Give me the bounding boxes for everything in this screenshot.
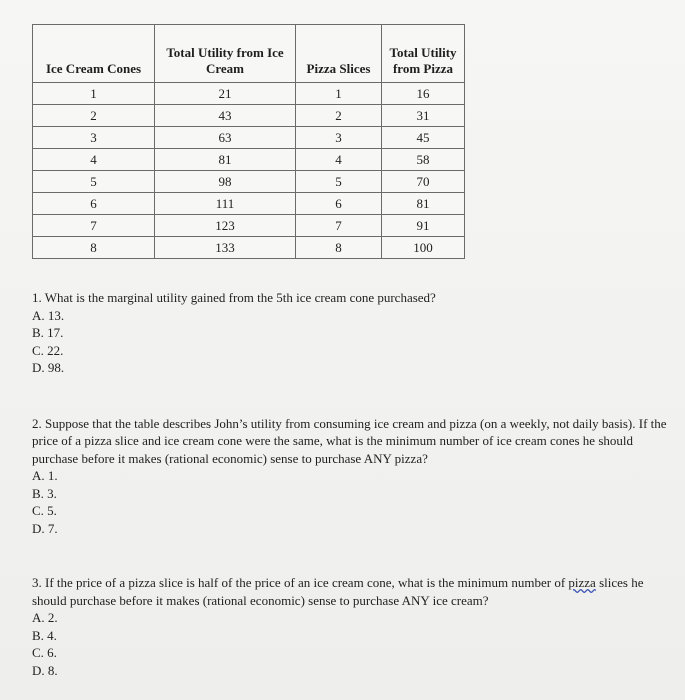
table-row — [33, 83, 465, 105]
question-1-option-a: A. 13. — [32, 307, 65, 323]
question-3-text — [32, 574, 672, 609]
table-cell: 21 — [155, 83, 296, 105]
table-cell: 6 — [296, 193, 382, 215]
table-cell: 100 — [382, 237, 465, 259]
table-cell: 2 — [296, 105, 382, 127]
question-3-text-part1: 3. If the price of a pizza slice is half of the price of an ice cream cone, what is the minimum number of — [32, 575, 569, 590]
question-1-option-c: C. 22. — [32, 342, 64, 358]
table-cell: 3 — [296, 127, 382, 149]
table-cell: 7 — [33, 215, 155, 237]
table-cell: 8 — [33, 237, 155, 259]
table-cell: 1 — [296, 83, 382, 105]
question-2 — [32, 415, 672, 538]
table-cell: 7 — [296, 215, 382, 237]
table-cell: 81 — [382, 193, 465, 215]
table-row — [33, 237, 465, 259]
question-3-option-b: B. 4. — [32, 627, 57, 643]
table-cell: 43 — [155, 105, 296, 127]
question-3-option-c: C. 6. — [32, 645, 57, 660]
table-cell: 2 — [33, 105, 155, 127]
question-2-option-b: B. 3. — [32, 485, 57, 501]
table-cell: 123 — [155, 215, 296, 237]
table-cell: 4 — [33, 149, 155, 171]
table-row — [33, 215, 465, 237]
table-cell: 5 — [33, 171, 155, 193]
table-cell: 6 — [33, 193, 155, 215]
utility-table — [32, 24, 465, 259]
question-1-option-b: B. 17. — [32, 325, 64, 340]
header-total-utility-pizza: Total Utility from Pizza — [382, 25, 465, 83]
table-cell: 81 — [155, 149, 296, 171]
table-cell: 133 — [155, 237, 296, 259]
table-cell: 45 — [382, 127, 465, 149]
table-cell: 5 — [296, 171, 382, 193]
question-1 — [32, 289, 672, 377]
table-cell: 4 — [296, 149, 382, 171]
header-ice-cream-cones: Ice Cream Cones — [33, 25, 155, 83]
question-3-option-a: A. 2. — [32, 610, 58, 625]
table-cell: 31 — [382, 105, 465, 127]
question-2-option-c: C. 5. — [32, 503, 57, 518]
question-3-text-part2: slices he should purchase before it makes (rational economic) sense to purchase ANY ice cream? — [32, 575, 644, 608]
table-cell: 91 — [382, 215, 465, 237]
question-3-text-underlined: pizza — [568, 575, 596, 590]
questions-section — [32, 289, 672, 679]
question-3 — [32, 574, 672, 679]
table-cell: 98 — [155, 171, 296, 193]
table-cell: 58 — [382, 149, 465, 171]
header-total-utility-ice-cream: Total Utility from Ice Cream — [155, 25, 296, 83]
table-row — [33, 127, 465, 149]
table-header-row — [33, 25, 465, 83]
table-cell: 111 — [155, 193, 296, 215]
table-row — [33, 193, 465, 215]
question-1-text: 1. What is the marginal utility gained from the 5th ice cream cone purchased? — [32, 290, 436, 305]
table-cell: 70 — [382, 171, 465, 193]
question-2-option-d: D. 7. — [32, 520, 58, 536]
question-1-option-d: D. 98. — [32, 360, 65, 375]
table-cell: 1 — [33, 83, 155, 105]
question-2-option-a: A. 1. — [32, 468, 58, 483]
table-cell: 8 — [296, 237, 382, 259]
table-row — [33, 171, 465, 193]
header-pizza-slices: Pizza Slices — [296, 25, 382, 83]
question-3-option-d: D. 8. — [32, 662, 58, 678]
table-row — [33, 105, 465, 127]
table-cell: 3 — [33, 127, 155, 149]
table-cell: 63 — [155, 127, 296, 149]
question-2-text: 2. Suppose that the table describes John’s utility from consuming ice cream and pizza (on a weekly, not daily basis). If the price of a pizza slice and ice cream cone were the same, what is the minimum number of ice cream cones he should purchase before it makes (rational economic) sense to purchase ANY pizza? — [32, 415, 667, 466]
table-cell: 16 — [382, 83, 465, 105]
table-row — [33, 149, 465, 171]
